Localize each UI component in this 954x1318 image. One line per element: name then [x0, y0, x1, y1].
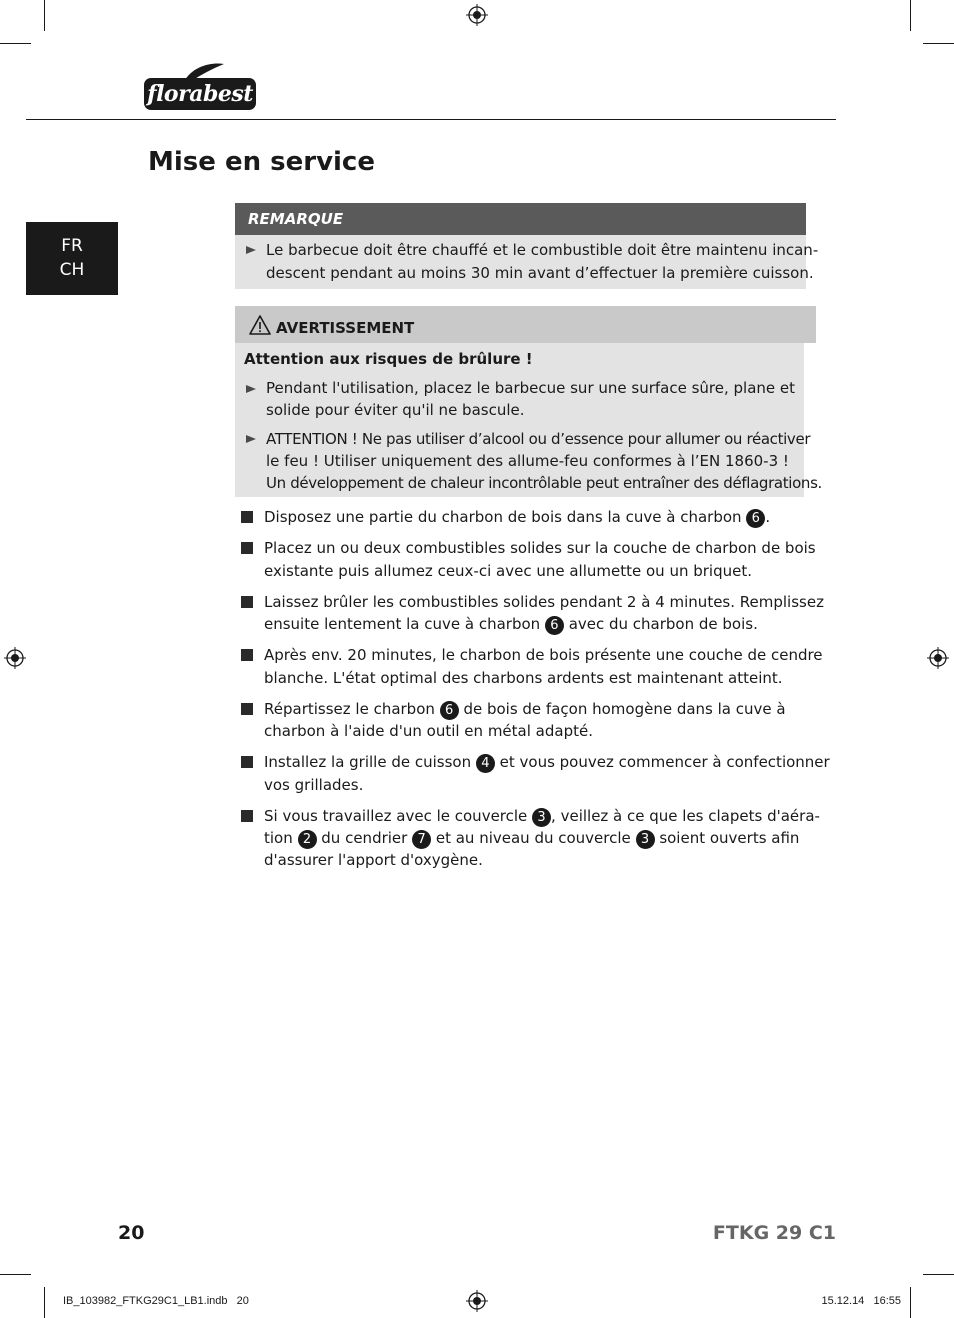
- part-number-badge: 6: [545, 616, 564, 635]
- note-line: Le barbecue doit être chauffé et le combustible doit être maintenu incan-: [266, 241, 819, 259]
- step-line: [264, 827, 799, 850]
- step-text: Disposez une partie du charbon de bois dans la cuve à charbon: [264, 508, 747, 526]
- bullet-square-icon: [241, 596, 253, 608]
- page-number: 20: [118, 1222, 145, 1244]
- crop-mark: [923, 43, 954, 44]
- step-line: vos grillades.: [264, 776, 364, 794]
- bullet-arrow-icon: [246, 385, 256, 393]
- warning-line: le feu ! Utiliser uniquement des allume-feu conformes à l’EN 1860-3 !: [266, 452, 789, 470]
- part-number-badge: 7: [412, 830, 431, 849]
- warning-triangle-icon: [249, 315, 271, 335]
- print-slug-date: 15.12.14 16:55: [821, 1295, 901, 1307]
- crop-mark: [923, 1274, 954, 1275]
- step-text: avec du charbon de bois.: [563, 615, 758, 633]
- logo-wordmark: florabest: [144, 78, 256, 110]
- warning-line: Un développement de chaleur incontrôlable peut entraîner des déflagrations.: [266, 474, 822, 492]
- crop-mark: [0, 1274, 31, 1275]
- warning-line: solide pour éviter qu'il ne bascule.: [266, 401, 525, 419]
- step-line: charbon à l'aide d'un outil en métal adapté.: [264, 722, 593, 740]
- step-line: [264, 805, 820, 828]
- bullet-arrow-icon: [246, 435, 256, 443]
- step-line: Après env. 20 minutes, le charbon de bois présente une couche de cendre: [264, 646, 823, 664]
- registration-mark-icon: [466, 4, 488, 26]
- brand-logo: [144, 62, 258, 112]
- registration-mark-icon: [466, 1290, 488, 1312]
- step-line: [264, 613, 758, 636]
- warning-line: Pendant l'utilisation, placez le barbecue sur une surface sûre, plane et: [266, 379, 796, 397]
- bullet-arrow-icon: [246, 246, 256, 254]
- part-number-badge: 3: [532, 808, 551, 827]
- step-line: existante puis allumez ceux-ci avec une allumette ou un briquet.: [264, 562, 752, 580]
- step-text: de bois de façon homogène dans la cuve à: [458, 700, 786, 718]
- step-line: [264, 698, 786, 721]
- warning-subheading: Attention aux risques de brûlure !: [244, 350, 533, 368]
- part-number-badge: 4: [476, 754, 495, 773]
- step-line: [264, 506, 770, 529]
- step-text: .: [765, 508, 771, 526]
- header-rule: [26, 119, 836, 120]
- crop-mark: [910, 1287, 911, 1318]
- note-body: [235, 235, 819, 289]
- step-line: Laissez brûler les combustibles solides pendant 2 à 4 minutes. Remplissez: [264, 593, 824, 611]
- crop-mark: [910, 0, 911, 31]
- part-number-badge: 6: [440, 701, 459, 720]
- crop-mark: [44, 0, 45, 31]
- print-slug-file: IB_103982_FTKG29C1_LB1.indb 20: [63, 1295, 249, 1307]
- step-text: , veillez à ce que les clapets d'aéra-: [551, 807, 820, 825]
- step-line: Placez un ou deux combustibles solides sur la couche de charbon de bois: [264, 539, 816, 557]
- step-text: Installez la grille de cuisson: [264, 753, 476, 771]
- warning-line: ATTENTION ! Ne pas utiliser d’alcool ou d’essence pour allumer ou réactiver: [266, 430, 811, 448]
- page-title: Mise en service: [148, 147, 375, 177]
- registration-mark-icon: [4, 647, 26, 669]
- part-number-badge: 3: [636, 830, 655, 849]
- registration-mark-icon: [927, 647, 949, 669]
- step-line: d'assurer l'apport d'oxygène.: [264, 851, 483, 869]
- step-text: Répartissez le charbon: [264, 700, 440, 718]
- warning-heading-bar: [235, 306, 816, 343]
- note-line: descent pendant au moins 30 min avant d’effectuer la première cuisson.: [266, 264, 814, 282]
- step-text: ensuite lentement la cuve à charbon: [264, 615, 545, 633]
- language-tab-line: CH: [59, 260, 85, 280]
- step-text: et au niveau du couvercle: [431, 829, 636, 847]
- language-tab: [26, 222, 118, 295]
- step-text: et vous pouvez commencer à confectionner: [494, 753, 830, 771]
- step-text: du cendrier: [316, 829, 413, 847]
- bullet-square-icon: [241, 810, 253, 822]
- bullet-square-icon: [241, 542, 253, 554]
- step-line: blanche. L'état optimal des charbons ardents est maintenant atteint.: [264, 669, 783, 687]
- crop-mark: [0, 43, 31, 44]
- bullet-square-icon: [241, 511, 253, 523]
- step-text: soient ouverts afin: [654, 829, 800, 847]
- crop-mark: [44, 1287, 45, 1318]
- bullet-square-icon: [241, 756, 253, 768]
- part-number-badge: 6: [746, 509, 765, 528]
- note-heading: REMARQUE: [235, 203, 806, 235]
- part-number-badge: 2: [298, 830, 317, 849]
- step-line: [264, 751, 830, 774]
- step-text: tion: [264, 829, 298, 847]
- language-tab-line: FR: [61, 236, 83, 256]
- model-number: FTKG 29 C1: [712, 1222, 836, 1244]
- warning-heading: AVERTISSEMENT: [276, 319, 415, 337]
- bullet-square-icon: [241, 649, 253, 661]
- bullet-square-icon: [241, 703, 253, 715]
- step-text: Si vous travaillez avec le couvercle: [264, 807, 533, 825]
